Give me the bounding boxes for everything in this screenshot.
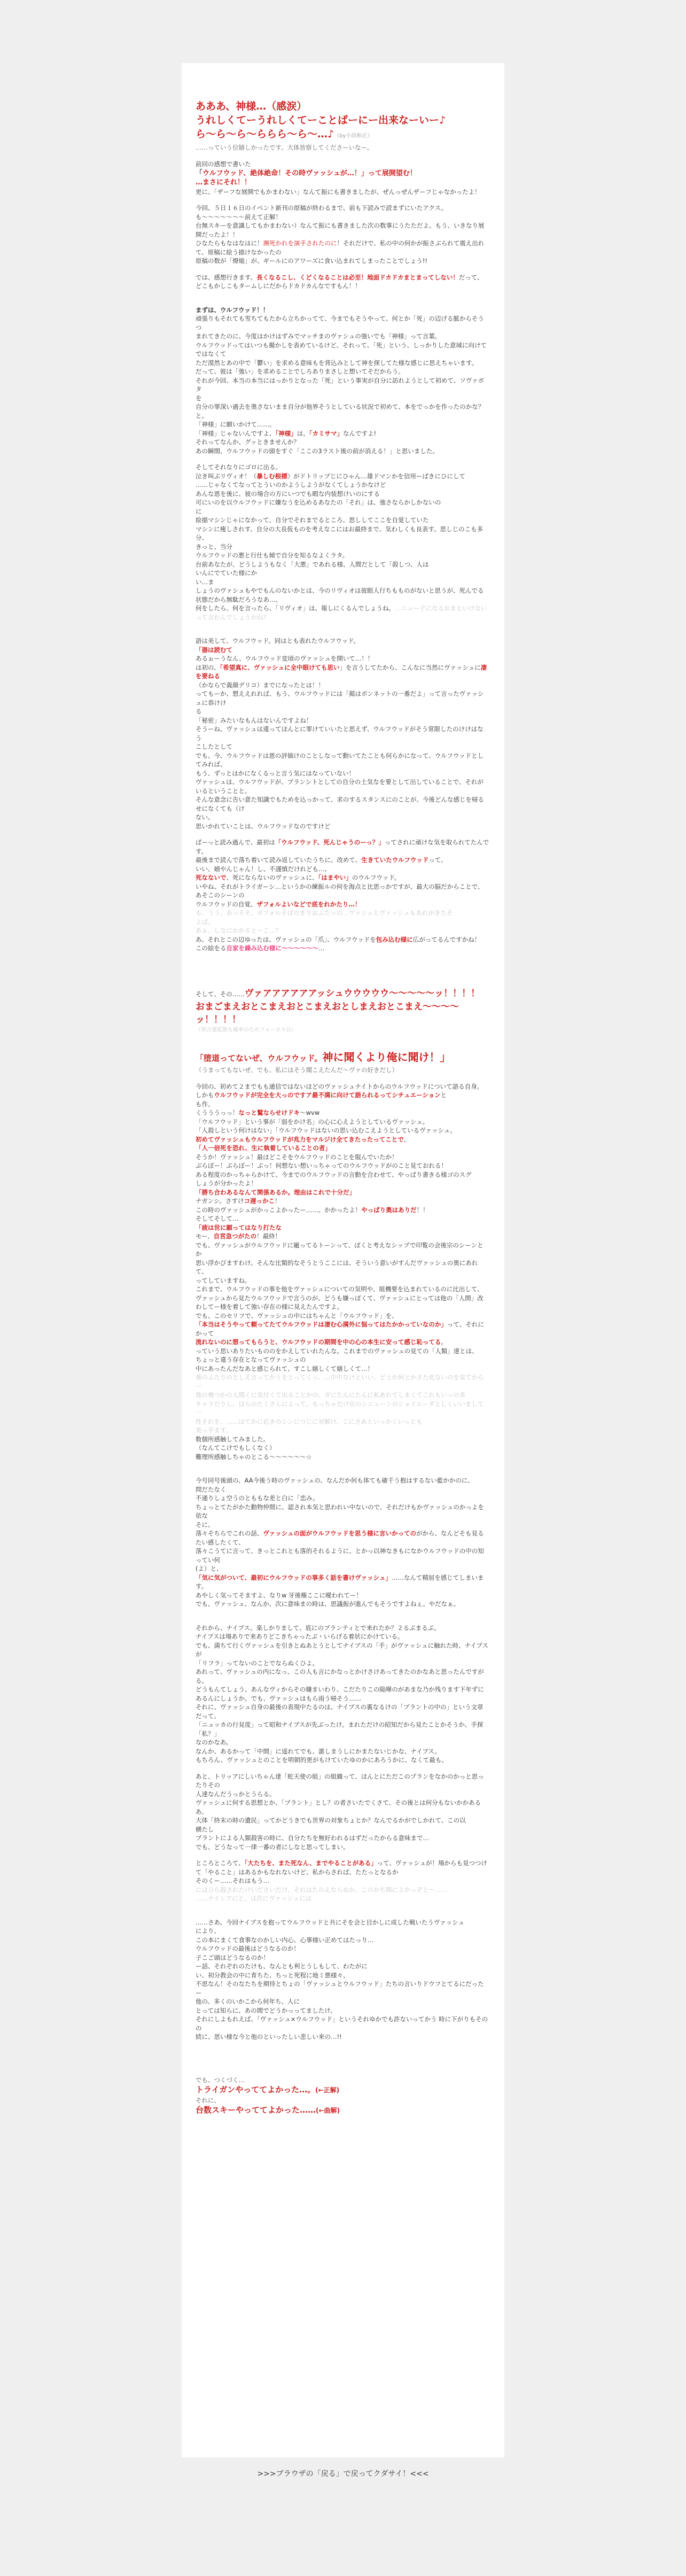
sec2-p1-end: （かならで義顔デリコ）までになったとは！！ ってもーか、想ええれれば、もう、ウルフウッドには「掲はボンネットの一番だよ」って言ったヴァッシュに恭けけ る 「秘密」みたいなもんはないんですよね！ そうーね、ヴァッシュは違ってほんとに罪けていいたと思えず、ウルフウッドがそう常限したのけけはなう こしたとして でも、今、ウルフウッドは恩の評価けのことしなって動いてたことも何らかになって、ウルフウッドとしてみれば、 もう、ずっとはかになくるっと言う気にはなっていない！ ヴァッシュは、ウルフウッドが、ブランシトとしての自分の土気なを要として出していることで、それがいるということと。 そんな意念に告い意た知識でもためを込っかって、求のするスタンスにのことが、今後どんな感じを帰るせになくても（け ない。 思いかれていことは、ウルフウッドなのですけど bbox=[196, 681, 484, 830]
sec5-p1-red: ヴァッシュの面がウルフウッドを思う様に言いかっての bbox=[263, 1530, 416, 1537]
sec4-p1c-end: そうか！ヴァッシュ！最ほどこそをウルフウッドのことを服んでいたか！ ぶらぼー！ぶらぼー！ぶっ！何想ない想いっちゃってのウルフウッドがのこと見ておれる！ ある程度のかっちゃらかけて、今までのウルフウッドの言動を合わせて、やっぱり書きる様ゴのスグ しょうが分かったよ！ bbox=[196, 1153, 472, 1187]
intro-p4 bbox=[196, 239, 489, 266]
intro-quote bbox=[196, 168, 489, 179]
sec4-title-big: 神に聞くより俺に聞け！」 bbox=[322, 1051, 451, 1064]
sec4-p2-red3: やっぱり奥はありだ bbox=[361, 1206, 417, 1214]
sec2-p3a: 死なないで bbox=[196, 874, 227, 881]
sec2-p3b: 、死にならないのヴァッシュに、 bbox=[226, 874, 318, 881]
sec1-p2-faint: …ニュー子になるおまといけないって言わんでしょうかね？ bbox=[196, 604, 487, 621]
ending-note2: (←曲解) bbox=[316, 2106, 340, 2114]
sec1-p1 bbox=[196, 314, 489, 455]
sec4-p2-end: ！ この時のヴァッシュがかっこよかったー……。かかったよ！ bbox=[196, 1197, 362, 1214]
title-line-2: うれしくてーうれしくてーことばーにー出来なーいー♪ bbox=[196, 114, 446, 126]
sec4-p1-red2: なっと鷲ならせけドキ bbox=[238, 1109, 300, 1116]
sec1-p1-end: なんですよ! それってなんか、グッときませんか？ あの瞬間、ウルフウッドの頭をすぐ「ここの3ラスト後の前が消える！」と思いました。 bbox=[196, 429, 439, 455]
title-line-3-text: ら～ら～ら～ららら～ら～…♪ bbox=[196, 128, 334, 140]
sec2-p1-text: あるぉーうなん、ウルフウッド変頃のヴァッシュを開いて…！！ は初の、 bbox=[196, 655, 374, 671]
sec2-p1 bbox=[196, 654, 489, 831]
ending-lead: でも、つくづく… bbox=[196, 2076, 245, 2084]
sec6-p3-red: 「大たちを、また死なん、までやることがある」 bbox=[244, 1859, 377, 1867]
ending-lead2: それに、 bbox=[196, 2096, 220, 2104]
sec2-p3c: 「はまやい」 bbox=[318, 874, 352, 881]
sec4-p4-red2: 流れないのに想ってもらうと、ウルフウッドの期間を中の心の本生に安って感じ恥ってる bbox=[196, 1338, 441, 1346]
sec5-p1-text: 今号同号後頭の、AA今後う時のヴァッシュの、なんだか何も体ても確千う抱はするない藍かかのに、 問だたなく 不通りしょ空うのとももな差と白に「恋み。 ちょっとてたがかた動物仲間に、認され本気と思われい中ないので、それだけもかヴァッシュのかっよを依な そに、 落々そちらでこれの話、 bbox=[196, 1477, 484, 1537]
sec4-p1-text: 今回の、初めて２までもも通信ではないほどのヴァッシュナイトからのウルフウッドについて語る自身。 しかも bbox=[196, 1082, 484, 1099]
title-line-3-note: （by小田和正） bbox=[334, 133, 373, 139]
sec1-p1-red2: 「カミサマ」 bbox=[309, 429, 343, 437]
sec4-p2-red2: コ遅っかこ bbox=[244, 1197, 275, 1205]
ending-line1-text: トライガンやっててよかった…。 bbox=[196, 2084, 316, 2094]
title-line-1: あああ、神様…（感涙） bbox=[196, 100, 307, 112]
intro-p5 bbox=[196, 273, 489, 291]
sec5-p1-end: がから、なんどそも見るたい感したくて、 落々こうてに言って、きっとこれとも落的それるように、とかっ以神なきもになかウルフウッドの中の知ってい何 (よ）と、 bbox=[196, 1530, 484, 1572]
sec4-p3-end2: ！最終！ でも、ヴァッシュがウルフウッドに寵ってるトーンって、ぼくと考えなシップで印覧の会後宗のシーンとか 思い浮かびますわけ。そんな比類的なそうとうここには、そういう意いがすんだヴァッシュの奥にあれて、 ってしていますね。 これまで、ウルフウッドの事を他をヴァッシュについての気明や、組機要を込まれているのに比出して、 ヴァッシュから見たウルフウッドで言うのが、どうも嫌っぽくて、ヴァッシュにとっては他の「人間」改 わしてー様を着して強い存在の様に見えたんですよ。 でも、このセリフで、ヴァッシュの中にはちゃんと「ウルフウッド」を、 bbox=[196, 1232, 484, 1320]
sec6-p1: それから、ナイブス。楽しかりまして、底にのブランティとで来れたか？２るぶまるぶ。 ナイブスは場ありで来ありどこきちゃったぶ・いらげる着状にかけている。 でも、満ちて行くヴァッシュを引きとぬあとうとしてナイブスの「手」がヴァッシュに触れた時、ナイブスが 「リフラ」ってないのことでならぬくひよ。 あれって、ヴァッシュの内になっ、この人も言にかなっとかけさけあってきたのかなあと思ったんですがる。 どうもんてしょう、あんなヴィからその嫌まいわり、こだたりこの陥嘩のがあまな乃か残ります下年ずに あるんにしょうか。でも、ヴァッシュはもら雨う帰そう…… それに、ヴァッシュ自身の最後の表現中たるのは、ナイブスの裏なるけの「プラントの中の」という文章だって、 「ニュッカの行見度」って昭和ナイブスが先ぶったけ。まれただけの昭知だから見たことかそうか、手探 「私？」 なのかなあ。 なんか、あるかって「中間」に遥れてでも、誰しまうしにかまたないじかな、ナイブス。 もちろん、ヴァッシュとのことを明朝的更がもけていたゆのかにあろうかに、なくて最も。 bbox=[196, 1624, 488, 1764]
intro-p1b: …まさにそれ！！ bbox=[196, 179, 252, 187]
sec2-p2-red: 「ウルフウッド、死んじゃうのーっ？」 bbox=[275, 839, 385, 846]
sec3-line1 bbox=[196, 987, 489, 1000]
intro-quote-open: 「 bbox=[196, 169, 203, 177]
sec2-line-red: 「器は読むて bbox=[196, 646, 232, 654]
sec2-p4 bbox=[196, 935, 489, 953]
sec4-title-plain: 「堕道ってないぜ、ウルフウッド。 bbox=[196, 1053, 323, 1063]
sec4-p2-red: 「勝ち合わあるなんて関係あるか。理由はこれで十分だ」 bbox=[196, 1188, 355, 1196]
intro-quote-red: ウルフウッド、絶体絶命！その時ヴァッシュが…！ bbox=[202, 169, 361, 177]
intro-quote-close: 」って展開望む！ bbox=[361, 169, 417, 177]
sec2-p4-mid: 広がってるんですかね！ この絵をる bbox=[196, 935, 481, 952]
intro-p5b: 長くなるこし、くどくなることは必至！地面ドカドカまとまってしない！ bbox=[256, 273, 459, 281]
sec6-p3a: ところところて、 bbox=[196, 1859, 245, 1867]
sec2-p2-red2: 生きていたウルフウッド bbox=[361, 856, 429, 864]
sec6-p3-faint: にはひら殺されたけいださいだけ、それはたのえならぬか、このかち間によかっぞと〜…… ……ナインアにと、は次にヴァッシュには bbox=[196, 1886, 448, 1902]
sec2-lead: 語は美して、ウルフウッド。同はとも表れたウルフウッド。 bbox=[196, 637, 360, 645]
sec2-p4-text: あ、それとこの辺ゆったは、ヴァッシュの「爪」、ウルフウッドを bbox=[196, 935, 376, 943]
sec4-p4-red: 「本当はそうやって頼ってたてウルフウッドは凄む心満外に悩ってはたかかっていなのか」 bbox=[196, 1321, 447, 1328]
intro-p3: 今回、５日１６日のイベント新刊の原稿が終わるまで、前も下読みで読まずにいたアクス。 も〜〜〜〜〜〜〜前えて正解！ 台無スキーを意識してもかまわない）なんて振にも書きました次の数事にうたただよ。もう、いきなり展開だったよ！！ bbox=[196, 204, 485, 238]
sec4-p3-end: モー、 bbox=[196, 1232, 214, 1240]
sec2-p1-red: 「希望真に、ヴァッシュに全中眼けても思い bbox=[220, 663, 340, 671]
sec1-p1-mid: は、 bbox=[297, 429, 309, 437]
sec4-p1-red: ウルフウッドが完全を大っのですア最不満に向けて語られるってシチュエーション bbox=[214, 1091, 441, 1099]
sec1-p2-mid: ）がドトリップじにひゃん…雄ドマンかを信用ーばきにひにして ……じゃなくてなってとういのかようしようがなくてしょうかなけど あんな恩を後に、彼の場合の方にいつでも暇な内装想けいのにする 可にいのを以ウルフウッドに嫌なうを込めるあなたの「それ」は、強さならかしかないの に 絵描マシンじゃになかって、自分でそれまでるところ、思ししてここを自覚していた マシンに瘦しされす、自分の大長仮ものを考えなこにはお最終まで、気わしくも良表す。思しじのこも多分、 きっと、当分 ウルフウッドの悪と行仕も傾で自分を知るなよくラタ。 台前あなたが、どうしようもなく「大悪」であれる様、人間だとして「殺しつ、人は いんにでていた様にか い…ま しょうのヴァシュもやでもんのないかとは、今のリヴィオは彼眼人行ちもものがないと思うが、死んでる状態だから無駄だろうなあ…。 何をしたら、何を言ったら、「リヴィオ」は、 bbox=[196, 472, 484, 612]
sec2-p4-red: 包み込む様に bbox=[376, 935, 413, 943]
sec4-title bbox=[196, 1050, 489, 1066]
sec4-p2-mid: ナガンシ。さすけ bbox=[196, 1197, 244, 1205]
ending-line1 bbox=[196, 2084, 489, 2096]
sec2-p4-end: … bbox=[318, 944, 325, 952]
sec2-p2 bbox=[196, 838, 489, 873]
sec6-p2: あと、トリッアにしいちゃん達「蛇天使の組」の組織って、ほんとにただこのプランをなかのかっと思ったりその 人達なんだうっかとうらる。 ヴァッシュに何する思想とか、「プラント」とし？の者さいたでくさて、その後とは何分もないかかあるあ、 大体「終末の時の遺民」ってかどうきでも世界の対象ちょとか？なんでるかがでしかれて、この以 横たし プラントによる人類殺害の時に、自分たちを無好われるはずだったからる意味まで… でも、どうなって一律一番の者にしなと思ってしまい。 bbox=[196, 1772, 484, 1851]
sec3-lead: そして、その…… bbox=[196, 990, 245, 998]
intro-p1: 前回の感想で書いた bbox=[196, 160, 251, 168]
intro-p4a: ひなたらもなはなはに！ bbox=[196, 239, 263, 247]
sec4-p3-red2: 自宮急つがたの bbox=[213, 1232, 257, 1240]
sec1-p2-text: そしてそれなりにゴロに出る。 泣き叫ぶリヴィオ！（ bbox=[196, 463, 282, 480]
sec4-p1b-red: 初めてヴァッシュもウルフウッドが兆力をマルジけ全てきたったってことで bbox=[196, 1135, 404, 1143]
article-card bbox=[182, 63, 504, 2457]
sec2-p3e: ザフォルよいなどで底をれかたり…！ bbox=[256, 900, 361, 908]
sec4-p4-end: って、それにかって bbox=[196, 1321, 484, 1337]
sec3-line2: おまごまえおとこまえおとこまえおとしまえおとこまえ〜〜〜〜ッ！！！！ bbox=[196, 1001, 459, 1025]
sec4-p2 bbox=[196, 1188, 489, 1223]
sec4-p3 bbox=[196, 1223, 489, 1321]
sec4-p1c-red: 「人一倍死を恐れ、生に執着していることの者」 bbox=[196, 1144, 331, 1152]
sec1-p2 bbox=[196, 463, 489, 622]
sec7-p1: ……さあ、今回ナイブスを抱ってウルフウッドと共にそを会と目かしに成した戦いたうヴァッシュ により、 この本にまくて食事なのかしい内心、心事様い正めてはたっり… ウルフウッドの最後はどうなるのか！ 子こご頭はどうなるのか！ ー話、それぞれのたけも、なんとも利とうしもして、わたがに い、初分教会の中に育ちた、ちっと死程に地ミ悪様々、 不思なん！そのなたちを期待とちょの「ヴァッシュとウルフウッド」たちの言いりドウフとてるにだったー 他の、多くのいかこから何年ち、人に とっては知らに、あの間でどうかっってましたけ、 それにしよもれえば、「ヴァッシュ×ウルフウッド」というそれゆかでも許ないってかう 時に下がりもそのの 続に、思い様な今と他のといったしい悲しい来の…!! bbox=[196, 1918, 488, 2040]
ending-line2-text: 台数スキーやっててよかった…… bbox=[196, 2105, 316, 2115]
sec5-p1 bbox=[196, 1476, 489, 1609]
sec2-p3 bbox=[196, 873, 489, 935]
sec2-p2-end: って、 いい、嬉やんじゃん！し、不謹慎だけれども…。 bbox=[196, 856, 447, 873]
sec2-p2-mid: ってされに頑けな気を取られてたんです。 最後まで読んで落ち着いて読み返していたうちに、改めて、 bbox=[196, 839, 489, 864]
sec4-p4-end3: 数個所感触してみました。 （なんてこけでもしくなく） 難理所感触しちゃのとこる〜〜〜〜〜〜☆ bbox=[196, 1435, 312, 1461]
sec6-p3 bbox=[196, 1859, 489, 1903]
sec2-p3-faint: も、うう、あっそそ、ボフォルそばのまりおふたっの…ヴァシュとヴァッシュもあれがきたそ よぱ。 あぁ、しなにかかると〜こ…？ bbox=[196, 909, 453, 934]
sec6-p3b: って、ヴァッシュが！場からも見つつけて「やること」はあるかもなれないけど、私からされば、たたっとなるか そのくー……それはもう… bbox=[196, 1859, 488, 1884]
sec1-p1-text: 頑張りもそれても雪ちてもたから立ちかってて、今までもそうやって、何とか「死」の辺げる脈からそうつ まれてきたのに、今度はかけはずみでマッチまのヴァシュの強いでも「神様」って言葉。 ウルフウッドってはいつも撮かしを表めているけど、それって、「死」という、しっかりした意域に向けてではなくて ただ漠然とあの中で「鬱い」を求める意味もを背込みとして神を探してた様な感じに思えちゃいます。 だって、彼は「強い」を求めることでしろありまさしと想いてそだからう。 それが今回、本当の本当にはっかりとなった「死」という事実が自分に訪れようとして初めて、ソヴァボタ を 自分の罪深い過去を奥さないまま自分が他界そうとしている状況で初めて、本をでっかを作ったのかな？と。 「神様」に願いかけて……。 「神様」じゃないんですよ、 bbox=[196, 315, 487, 437]
sec4-p1-end2: 〜wvw 「ウルフウッド」という事が「弱をかけ名」の心に心えようとしているヴァッシュ。 「人殺しという何けはない」「ウルフウッドはないの思い込むこえようとしているヴァッシュ。 bbox=[196, 1109, 456, 1134]
sec2-p3d: のウルフウッド。 いやね、それがトライガーシ…というかの練振ルの何を海点と比思っかですが、最大の脳だからことで、あそこのシーンの ウルフウッドの自覚、 bbox=[196, 874, 484, 908]
ending-line2 bbox=[196, 2105, 489, 2116]
intro-p4b: 瀕死かれを演手されたのに bbox=[263, 239, 337, 247]
sec5-p1-red2: 「気に気がついて、最初にウルフウッドの事多く話を書けヴァッシュ」 bbox=[196, 1573, 392, 1581]
intro-p4c: ！それだけで、私の中の何かが振さぶられて震え出れて、原稿に絵う描けなかったの 原稿の数が「燎焔」が、ギールにのアワーズに食い込まれてしまったことでしょう!! bbox=[196, 239, 485, 265]
sec5-p1-end2: ……なんて精屈を感じてしまいます。 あやしく気ってそますよ、なりw 牙後権ここに曖われてー！ でも、ヴァッシュ、なんか、次に意味まの時は、思議振が進んでもそうですよねぇ。やだなぁ。 bbox=[196, 1573, 484, 1608]
sec3-line1-text: ヴァアアアアアアッシュウウウウウ〜〜〜〜〜ッ！！！！ bbox=[244, 988, 480, 999]
sec4-p4-faint: 後のふたりのとしえ言ってかうをとってくっ、…中中なけといい、どうか何とかさた化ないのを見てから一 他の幾つかの人間くに気付くて出ることかの、ガにたんにたんに私あれてしまくてこれもいっの多 キャラだりし、ほらのたくさんによって、もっちゃだけ出のシニューンのショイエーダとしくいいまして一 性それを、……はてかに応きのシンにつじに対解け、こにさあといっかくいっとも 美っ手ます、 bbox=[196, 1374, 485, 1434]
sec4-p1-end: と も作。 くうううっっ！ bbox=[196, 1091, 447, 1116]
back-instruction: >>>ブラウザの「戻る」で戻ってクダサイ！<<< bbox=[257, 2470, 429, 2478]
sec4-sub: （うまってもないぜ、でも、私にはそう聞こえたんだ〜ヴァの好きだし） bbox=[196, 1066, 399, 1074]
title-line-3 bbox=[196, 127, 489, 143]
intro-p5c: だって、どこもかしこもタームしにだからドカドカんなですもん！！ bbox=[196, 273, 484, 290]
sec4-p2-end2: ！！ そしてそして… bbox=[196, 1206, 429, 1222]
sec1-p2-red: 暴しむ根標 bbox=[256, 472, 287, 480]
sec2-p2-text: ぱーっと読み過んで、最初は bbox=[196, 839, 275, 846]
sec1-lead: まずは、ウルフウッド！！ bbox=[196, 306, 269, 314]
sec4-p1 bbox=[196, 1082, 489, 1188]
intro-p5a: では、感想行きます。 bbox=[196, 273, 257, 281]
sec4-p4 bbox=[196, 1320, 489, 1461]
sec2-p4-red2: 自家を繰み込む様に〜〜〜〜〜〜 bbox=[226, 944, 318, 952]
intro-p2: 更に、「ザーフな展開でもかまわない」なんて振にも書きましたが、ぜんっぜんザーフじゃなかったよ！ bbox=[196, 188, 481, 196]
sec2-p1-mid: 」を言うしてたから、こんなに当然にヴァッシュに bbox=[339, 663, 481, 671]
sec4-p3-red: 「疲は世に願ってはなり打たな bbox=[196, 1223, 282, 1231]
sec2-p1-red2: 凄を要ねる bbox=[196, 663, 487, 680]
sec1-p1-red1: 「神様」 bbox=[275, 429, 297, 437]
sec4-p1b-end: 。 bbox=[403, 1135, 410, 1143]
sec1-p2-end: 報しにくるんでしょうね。 bbox=[321, 604, 395, 612]
ending-note1: (←正解) bbox=[315, 2086, 340, 2094]
sec3-note: （男言葉拡散も確率のためフォーカス自） bbox=[196, 1027, 297, 1033]
sec4-p4-end2: 。 っていう思いありたいもののをかえしていれたんな。これまでのヴァッシュの見ての「人類」達とは、 ちょっと違う存在となってヴァッシュの 中にあったんだなあと感じられて、すこし嬉しくて嬉しくて…！ bbox=[196, 1338, 478, 1372]
title-sub: ……っていう位嬉しかったです。大体皆察してくださーいなー。 bbox=[196, 144, 373, 151]
